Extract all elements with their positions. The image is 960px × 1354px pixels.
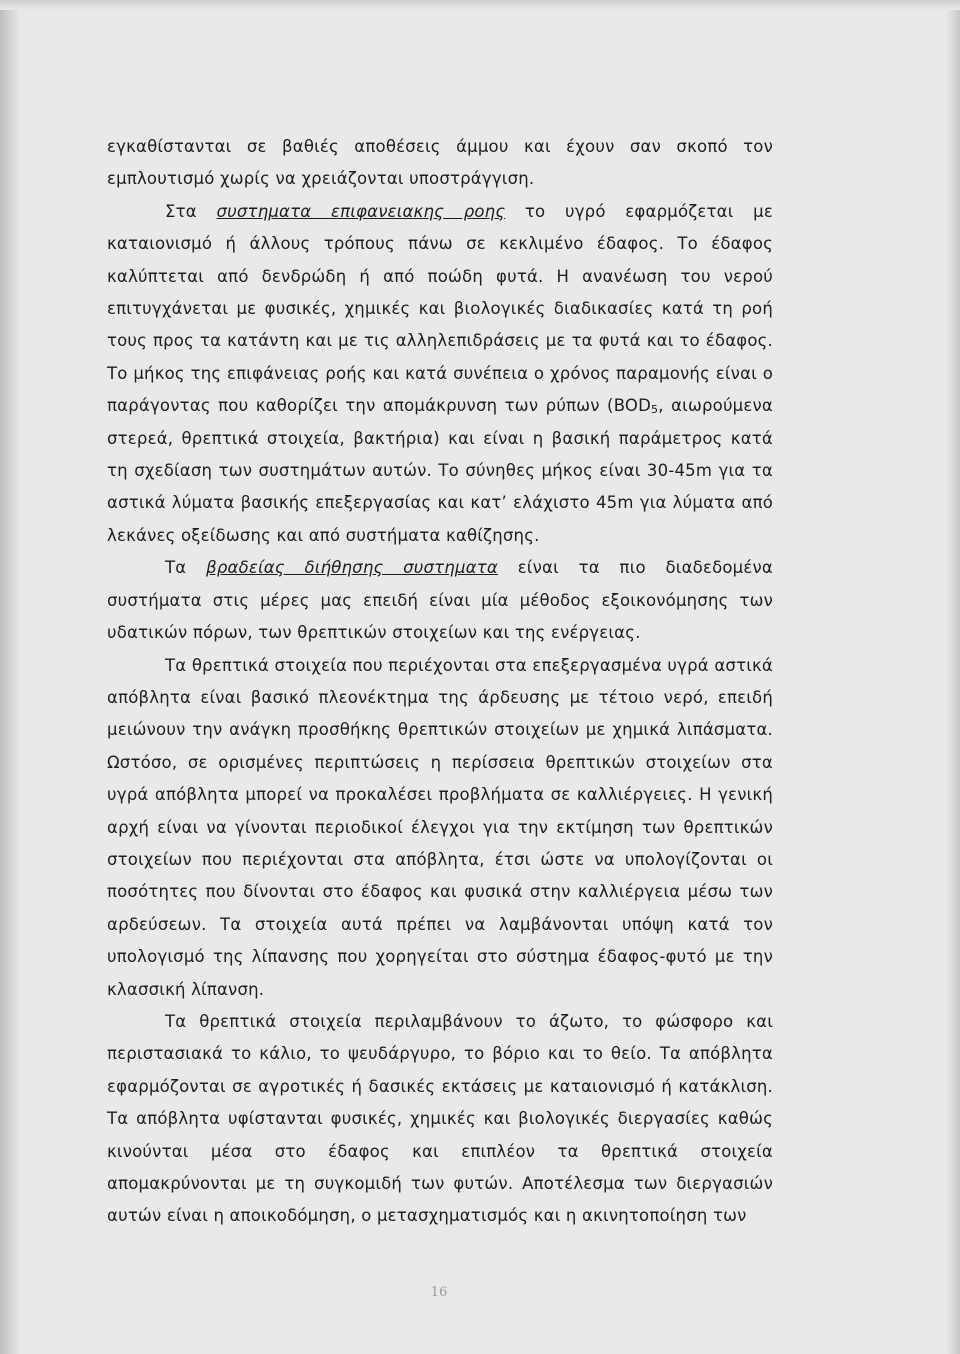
paragraph-p2 [107,196,773,552]
text-run: , αιωρούμενα στερεά, θρεπτικά στοιχεία, βακτήρια) και είναι η βασική παράμετρος κατά τη σχεδίαση των συστημάτων αυτών. Το σύνηθες μήκος είναι 30-45m για τα αστικά λύματα βασικής επεξεργασίας και κατ’ ελάχιστο 45m για λύματα από λεκάνες οξείδωσης και από συστήματα καθίζησης. [107,396,773,545]
scan-shadow-left [0,0,20,1354]
text-run: Τα [165,558,207,578]
text-run: Στα [165,201,217,221]
underlined-term: βραδείας διήθησης συστηματα [206,558,498,578]
text-run: είναι τα πιο διαδεδομένα συστήματα στις μέρες μας επειδή είναι μία μέθοδος εξοικονόμησης των υδατικών πόρων, των θρεπτικών στοιχείων και της ενέργειας. [107,558,773,643]
paragraph-p3 [107,552,773,649]
page-number: 16 [430,1285,448,1300]
text-run: Τα θρεπτικά στοιχεία που περιέχονται στα επεξεργασμένα υγρά αστικά απόβλητα είναι βασικό πλεονέκτημα της άρδευσης με τέτοιο νερό, επειδή μειώνουν την ανάγκη προσθήκης θρεπτικών στοιχείων με χημικά λιπάσματα. Ωστόσο, σε ορισμένες περιπτώσεις η περίσσεια θρεπτικών στοιχείων στα υγρά απόβλητα μπορεί να προκαλέσει προβλήματα σε καλλιέργειες. Η γενική αρχή είναι να γίνονται περιοδικοί έλεγχοι για την εκτίμηση των θρεπτικών στοιχείων που περιέχονται στα απόβλητα, έτσι ώστε να υπολογίζονται οι ποσότητες που δίνονται στο έδαφος και φυσικά στην καλλιέργεια μέσω των αρδεύσεων. Τα στοιχεία αυτά πρέπει να λαμβάνονται υπόψη κατά τον υπολογισμό της λίπανσης που χορηγείται στο σύστημα έδαφος-φυτό με την κλασσική λίπανση. [107,655,773,999]
text-run: το υγρό εφαρμόζεται με καταιονισμό ή άλλους τρόπους πάνω σε κεκλιμένο έδαφος. Το έδαφος καλύπτεται από δενδρώδη ή από ποώδη φυτά. Η ανανέωση του νερού επιτυγχάνεται με φυσικές, χημικές και βιολογικές διαδικασίες κατά τη ροή τους προς τα κατάντη και με τις αλληλεπιδράσεις με τα φυτά και το έδαφος. Το μήκος της επιφάνειας ροής και κατά συνέπεια ο χρόνος παραμονής είναι ο παράγοντας που καθορίζει την απομάκρυνση των ρύπων (BOD [107,201,773,416]
document-body [107,131,773,1233]
subscript: 5 [651,403,659,417]
text-run: Τα θρεπτικά στοιχεία περιλαμβάνουν το άζωτο, το φώσφορο και περιστασιακά το κάλιο, το ψευδάργυρο, το βόριο και το θείο. Τα απόβλητα εφαρμόζονται σε αγροτικές ή δασικές εκτάσεις με καταιονισμό ή κατάκλιση. Τα απόβλητα υφίστανται φυσικές, χημικές και βιολογικές διεργασίες καθώς κινούνται μέσα στο έδαφος και επιπλέον τα θρεπτικά στοιχεία απομακρύνονται με τη συγκομιδή των φυτών. Αποτέλεσμα των διεργασιών αυτών είναι η αποικοδόμηση, ο μετασχηματισμός και η ακινητοποίηση των [107,1011,773,1226]
scan-shadow-right [946,0,960,1354]
underlined-term: συστηματα επιφανειακης ροης [216,201,506,221]
paragraph-p1 [107,131,773,196]
scan-shadow-top [0,0,960,10]
text-run: εγκαθίστανται σε βαθιές αποθέσεις άμμου και έχουν σαν σκοπό τον εμπλουτισμό χωρίς να χρειάζονται υποστράγγιση. [107,137,773,189]
paragraph-p4 [107,650,773,1006]
paragraph-p5 [107,1006,773,1233]
